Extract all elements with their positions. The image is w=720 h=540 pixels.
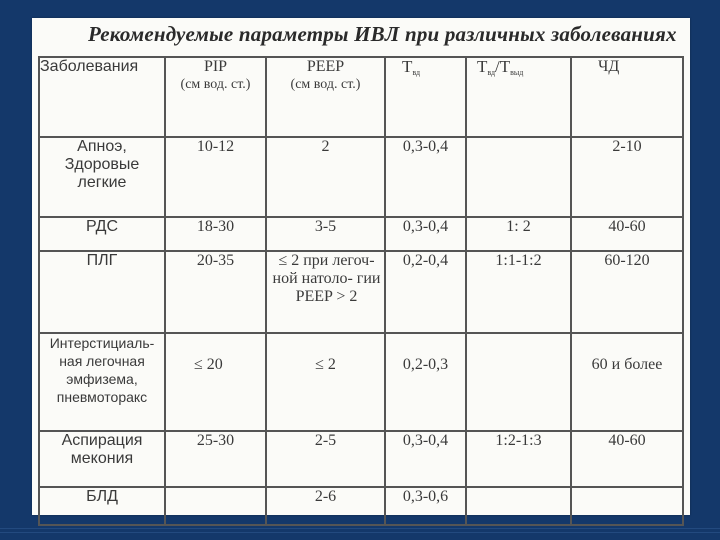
disease-cell: БЛД bbox=[39, 487, 165, 525]
header-pip-label: PIP bbox=[203, 58, 228, 75]
ratio-cell bbox=[466, 333, 571, 431]
header-disease: Заболевания bbox=[39, 57, 165, 137]
page-title: Рекомендуемые параметры ИВЛ при различных заболеваниях bbox=[88, 22, 677, 46]
disease-cell: РДС bbox=[39, 217, 165, 251]
pip-cell: 20-35 bbox=[165, 251, 266, 333]
disease-cell: ПЛГ bbox=[39, 251, 165, 333]
rate-cell: 40-60 bbox=[571, 217, 683, 251]
peep-cell: 3-5 bbox=[266, 217, 385, 251]
t-insp-cell: 0,2-0,3 bbox=[385, 333, 466, 431]
header-ratio bbox=[466, 57, 571, 137]
background-line bbox=[0, 532, 720, 533]
rate-cell: 60-120 bbox=[571, 251, 683, 333]
ratio-cell bbox=[466, 137, 571, 217]
ratio-cell: 1:2-1:3 bbox=[466, 431, 571, 487]
peep-cell: 2-6 bbox=[266, 487, 385, 525]
pip-cell bbox=[165, 487, 266, 525]
t-insp-cell: 0,3-0,4 bbox=[385, 217, 466, 251]
header-rate: ЧД bbox=[571, 57, 683, 137]
header-t-sub: вд bbox=[412, 68, 421, 77]
document-sheet bbox=[32, 18, 690, 515]
header-peep-label: PEEP bbox=[306, 58, 345, 75]
t-insp-cell: 0,3-0,4 bbox=[385, 431, 466, 487]
peep-cell: 2-5 bbox=[266, 431, 385, 487]
header-ratio-sub2: выд bbox=[510, 68, 524, 77]
table-header-row bbox=[39, 57, 683, 137]
header-pip-unit: (см вод. ст.) bbox=[180, 77, 251, 92]
header-peep bbox=[266, 57, 385, 137]
rate-cell: 40-60 bbox=[571, 431, 683, 487]
pip-cell: 10-12 bbox=[165, 137, 266, 217]
table-row bbox=[39, 251, 683, 333]
ratio-cell: 1: 2 bbox=[466, 217, 571, 251]
background-line bbox=[0, 528, 720, 529]
pip-cell: 18-30 bbox=[165, 217, 266, 251]
disease-cell: Аспирация мекония bbox=[39, 431, 165, 487]
header-ratio-sep: /T bbox=[495, 57, 511, 76]
disease-cell: Интерстициаль- ная легочная эмфизема, пневмоторакс bbox=[39, 333, 165, 431]
header-ratio-main: T bbox=[477, 57, 488, 76]
peep-cell: ≤ 2 при легоч- ной натоло- гии PEEP > 2 bbox=[266, 251, 385, 333]
header-pip bbox=[165, 57, 266, 137]
ratio-cell bbox=[466, 487, 571, 525]
ratio-cell: 1:1-1:2 bbox=[466, 251, 571, 333]
disease-cell: Апноэ, Здоровые легкие bbox=[39, 137, 165, 217]
table-row bbox=[39, 217, 683, 251]
pip-cell: ≤ 20 bbox=[165, 333, 266, 431]
ventilation-parameters-table bbox=[38, 56, 684, 526]
table-row bbox=[39, 333, 683, 431]
peep-cell: ≤ 2 bbox=[266, 333, 385, 431]
t-insp-cell: 0,2-0,4 bbox=[385, 251, 466, 333]
header-peep-unit: (см вод. ст.) bbox=[290, 77, 361, 92]
pip-cell: 25-30 bbox=[165, 431, 266, 487]
peep-cell: 2 bbox=[266, 137, 385, 217]
table-row bbox=[39, 431, 683, 487]
rate-cell: 2-10 bbox=[571, 137, 683, 217]
rate-cell: 60 и более bbox=[571, 333, 683, 431]
table-row bbox=[39, 137, 683, 217]
table-row bbox=[39, 487, 683, 525]
rate-cell bbox=[571, 487, 683, 525]
t-insp-cell: 0,3-0,4 bbox=[385, 137, 466, 217]
header-ratio-sub1: вд bbox=[487, 68, 496, 77]
header-t-main: T bbox=[402, 57, 413, 76]
header-t-insp bbox=[385, 57, 466, 137]
t-insp-cell: 0,3-0,6 bbox=[385, 487, 466, 525]
